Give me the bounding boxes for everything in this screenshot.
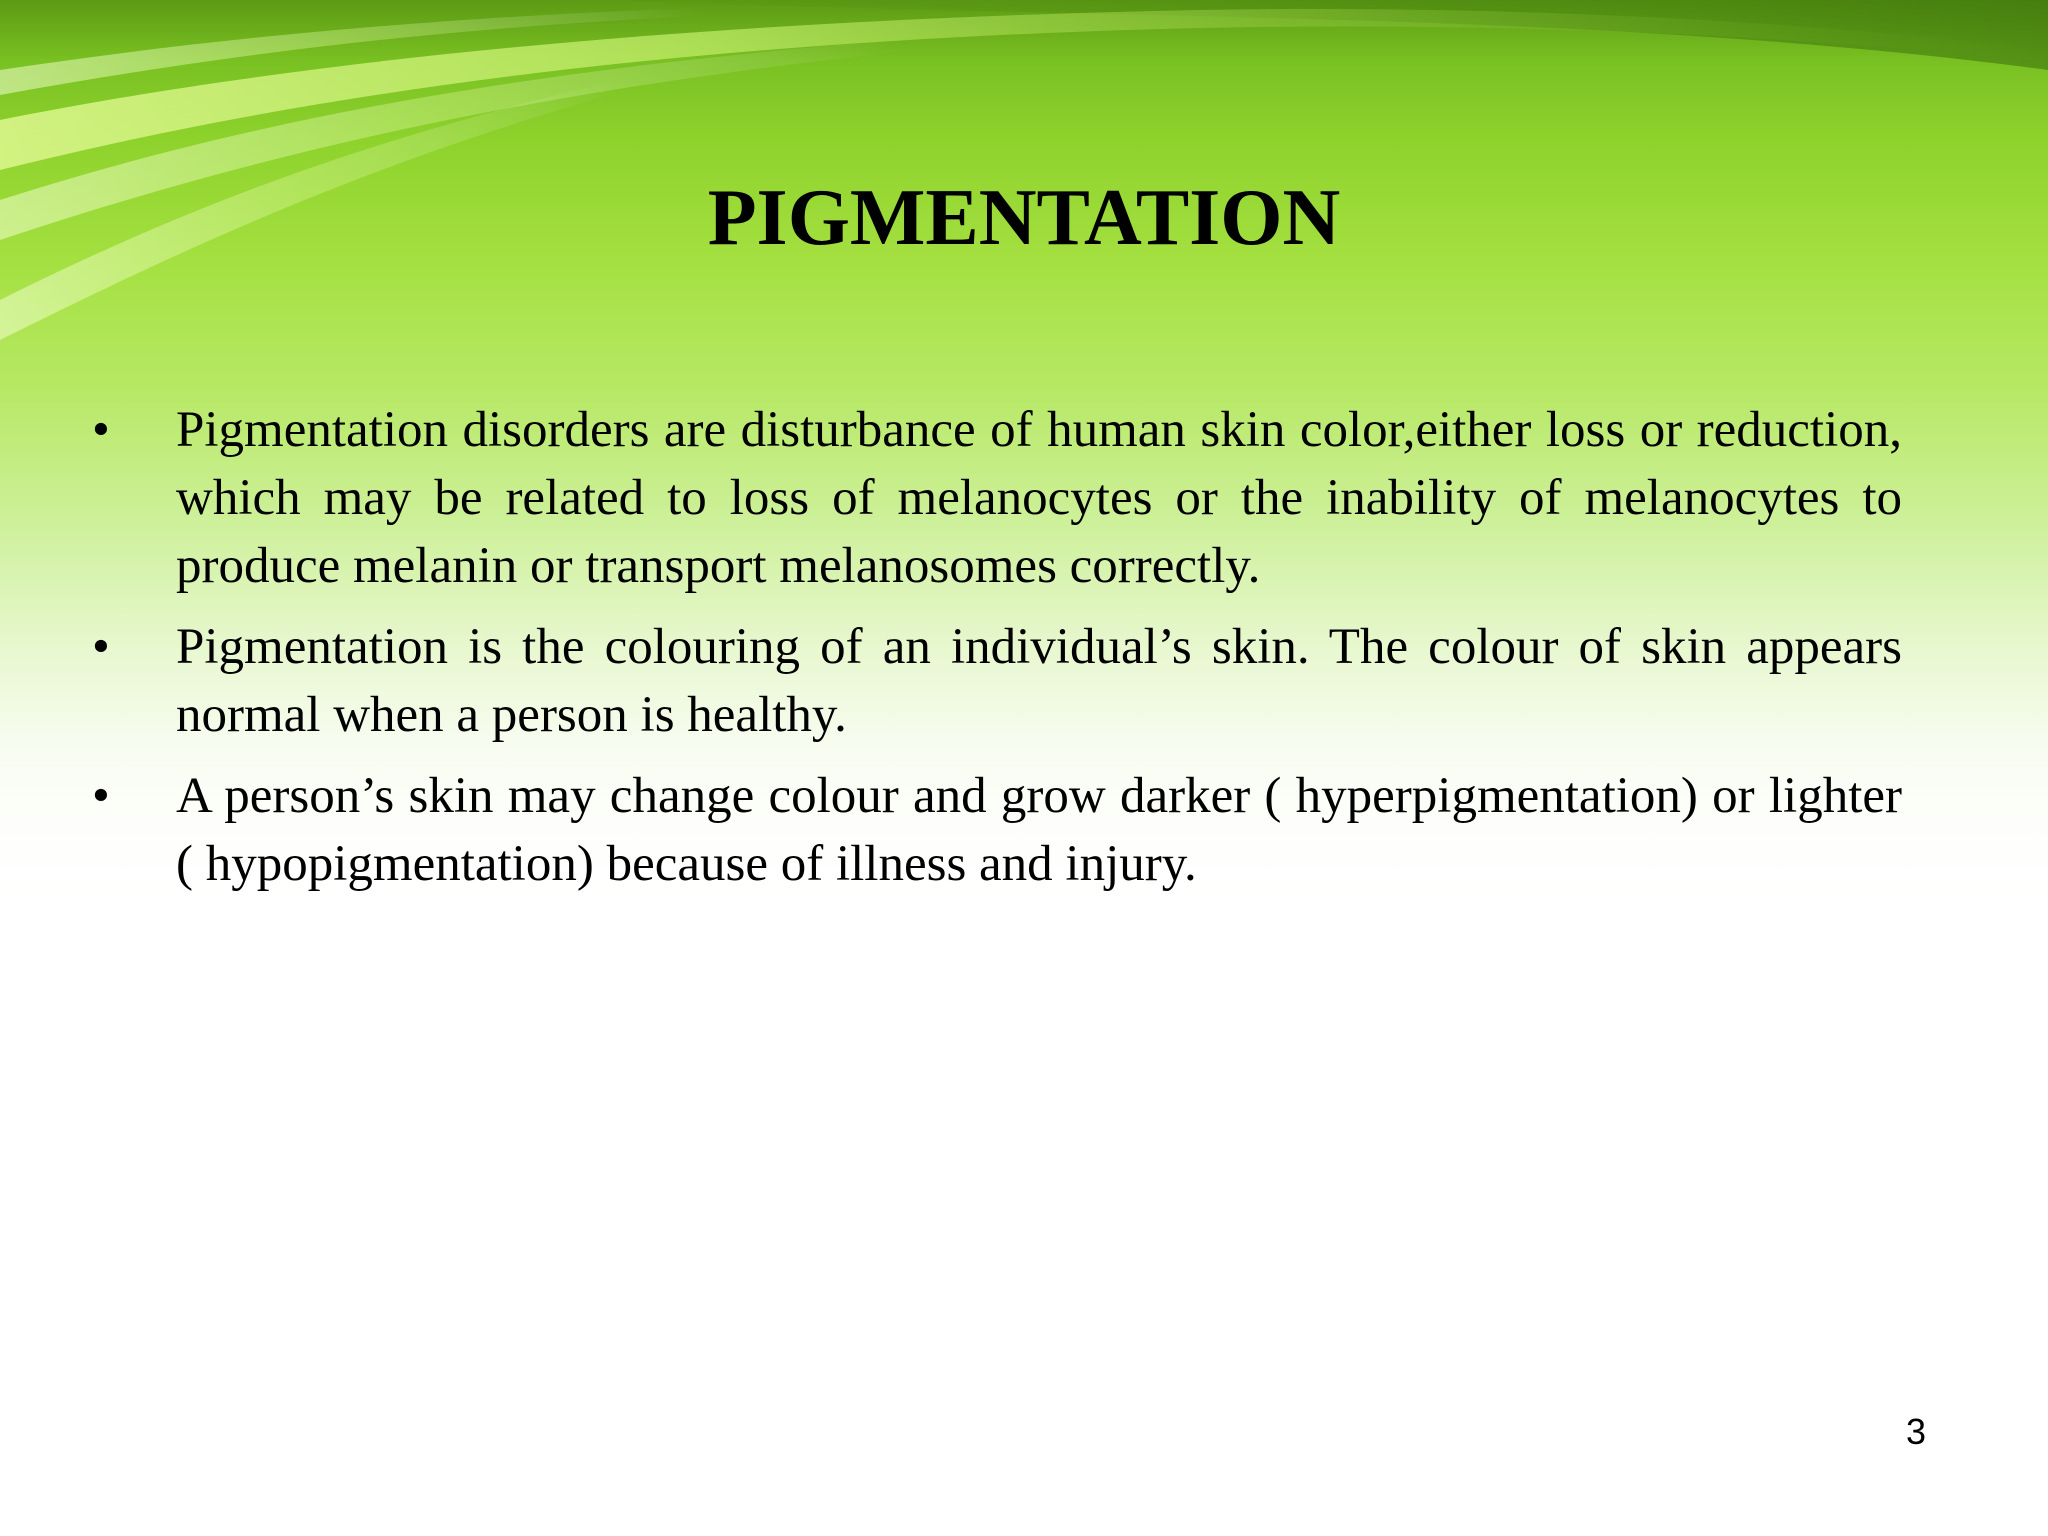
slide-title: PIGMENTATION [707, 174, 1341, 262]
bullet-text: Pigmentation is the colouring of an individual’s skin. The colour of skin appears normal when a person is healthy. [176, 619, 1902, 743]
bullet-item [92, 613, 1902, 749]
bullet-list [92, 396, 1902, 911]
bullet-item [92, 762, 1902, 898]
bullet-marker: • [92, 619, 110, 675]
bullet-item [92, 396, 1902, 600]
bullet-marker: • [92, 402, 110, 458]
bullet-text: Pigmentation disorders are disturbance of human skin color,either loss or reduction, which may be related to loss of melanocytes or the inability of melanocytes to produce melanin or transport melanosomes correctly. [176, 402, 1902, 594]
bullet-text: A person’s skin may change colour and grow darker ( hyperpigmentation) or lighter ( hypopigmentation) because of illness and injury. [176, 768, 1902, 892]
page-number: 3 [1905, 1411, 1926, 1452]
bullet-marker: • [92, 768, 110, 824]
